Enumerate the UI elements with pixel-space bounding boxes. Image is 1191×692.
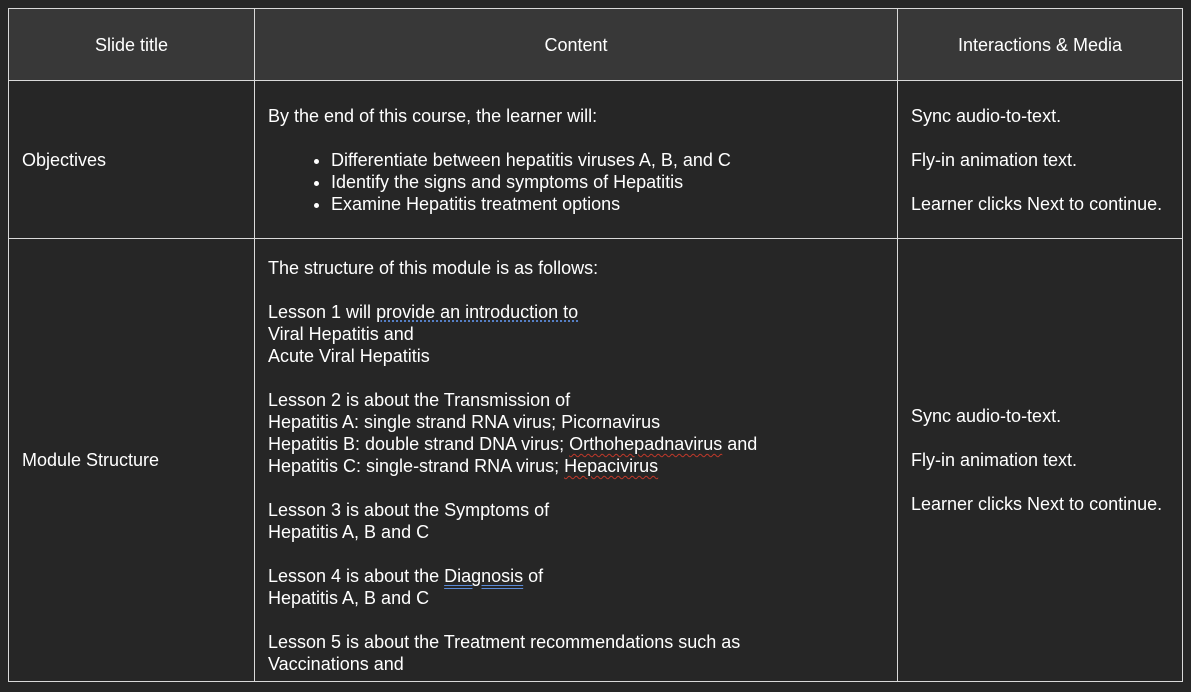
- objectives-content: [255, 81, 898, 239]
- interaction-note: Fly-in animation text.: [911, 149, 1078, 170]
- list-item: • Differentiate between hepatitis viruses A, B, and C: [331, 149, 884, 171]
- header-row: [9, 9, 1183, 81]
- text-span: Lesson 1 will: [268, 302, 377, 322]
- interaction-note: Sync audio-to-text.: [911, 406, 1062, 426]
- text-span: Hepatitis C: single-strand RNA virus;: [268, 456, 565, 476]
- lesson-5-line-1: Lesson 5 is about the Treatment recommendations such as: [268, 632, 741, 652]
- lesson-5-line-2: Vaccinations and: [268, 654, 404, 674]
- module-content: [255, 239, 898, 682]
- storyboard-table: [8, 8, 1183, 682]
- list-item: • Identify the signs and symptoms of Hepatitis: [331, 171, 884, 193]
- list-item: • Examine Hepatitis treatment options: [331, 193, 884, 215]
- lesson-3-line-2: Hepatitis A, B and C: [268, 522, 430, 542]
- objectives-title: Objectives: [9, 81, 255, 239]
- module-intro: The structure of this module is as follows:: [268, 258, 599, 278]
- header-interactions: Interactions & Media: [898, 9, 1183, 81]
- lesson-2-line-1: Lesson 2 is about the Transmission of: [268, 390, 571, 410]
- lesson-2-line-3: [268, 433, 884, 455]
- lesson-2-line-2: Hepatitis A: single strand RNA virus; Picornavirus: [268, 412, 661, 432]
- text-span: and: [722, 434, 758, 454]
- grammar-flagged-text[interactable]: provide an introduction to: [376, 302, 579, 322]
- text-span: Hepatitis B: double strand DNA virus;: [268, 434, 570, 454]
- lesson-3-line-1: Lesson 3 is about the Symptoms of: [268, 500, 550, 520]
- lesson-1-line-1: [268, 301, 884, 323]
- interaction-note: Learner clicks Next to continue.: [911, 494, 1163, 514]
- text-span: Lesson 4 is about the: [268, 566, 445, 586]
- objectives-list: [268, 149, 884, 215]
- spelling-flagged-word[interactable]: Hepacivirus: [564, 456, 659, 476]
- objectives-intro: By the end of this course, the learner will:: [268, 105, 598, 126]
- objectives-interactions: [898, 81, 1183, 239]
- header-content: Content: [255, 9, 898, 81]
- lesson-4-line-1: [268, 565, 884, 587]
- interaction-note: Learner clicks Next to continue.: [911, 193, 1163, 214]
- spelling-flagged-word[interactable]: Orthohepadnavirus: [569, 434, 723, 454]
- lesson-1-line-3: Acute Viral Hepatitis: [268, 346, 430, 366]
- grammar-flagged-word[interactable]: Diagnosis: [444, 566, 524, 586]
- table-row: [9, 81, 1183, 239]
- header-slide-title: Slide title: [9, 9, 255, 81]
- interaction-note: Sync audio-to-text.: [911, 105, 1062, 126]
- table-row: [9, 239, 1183, 682]
- module-interactions: [898, 239, 1183, 682]
- lesson-1-line-2: Viral Hepatitis and: [268, 324, 414, 344]
- interaction-note: Fly-in animation text.: [911, 450, 1078, 470]
- module-title: Module Structure: [9, 239, 255, 682]
- lesson-2-line-4: [268, 455, 884, 477]
- lesson-4-line-2: Hepatitis A, B and C: [268, 588, 430, 608]
- text-span: of: [523, 566, 544, 586]
